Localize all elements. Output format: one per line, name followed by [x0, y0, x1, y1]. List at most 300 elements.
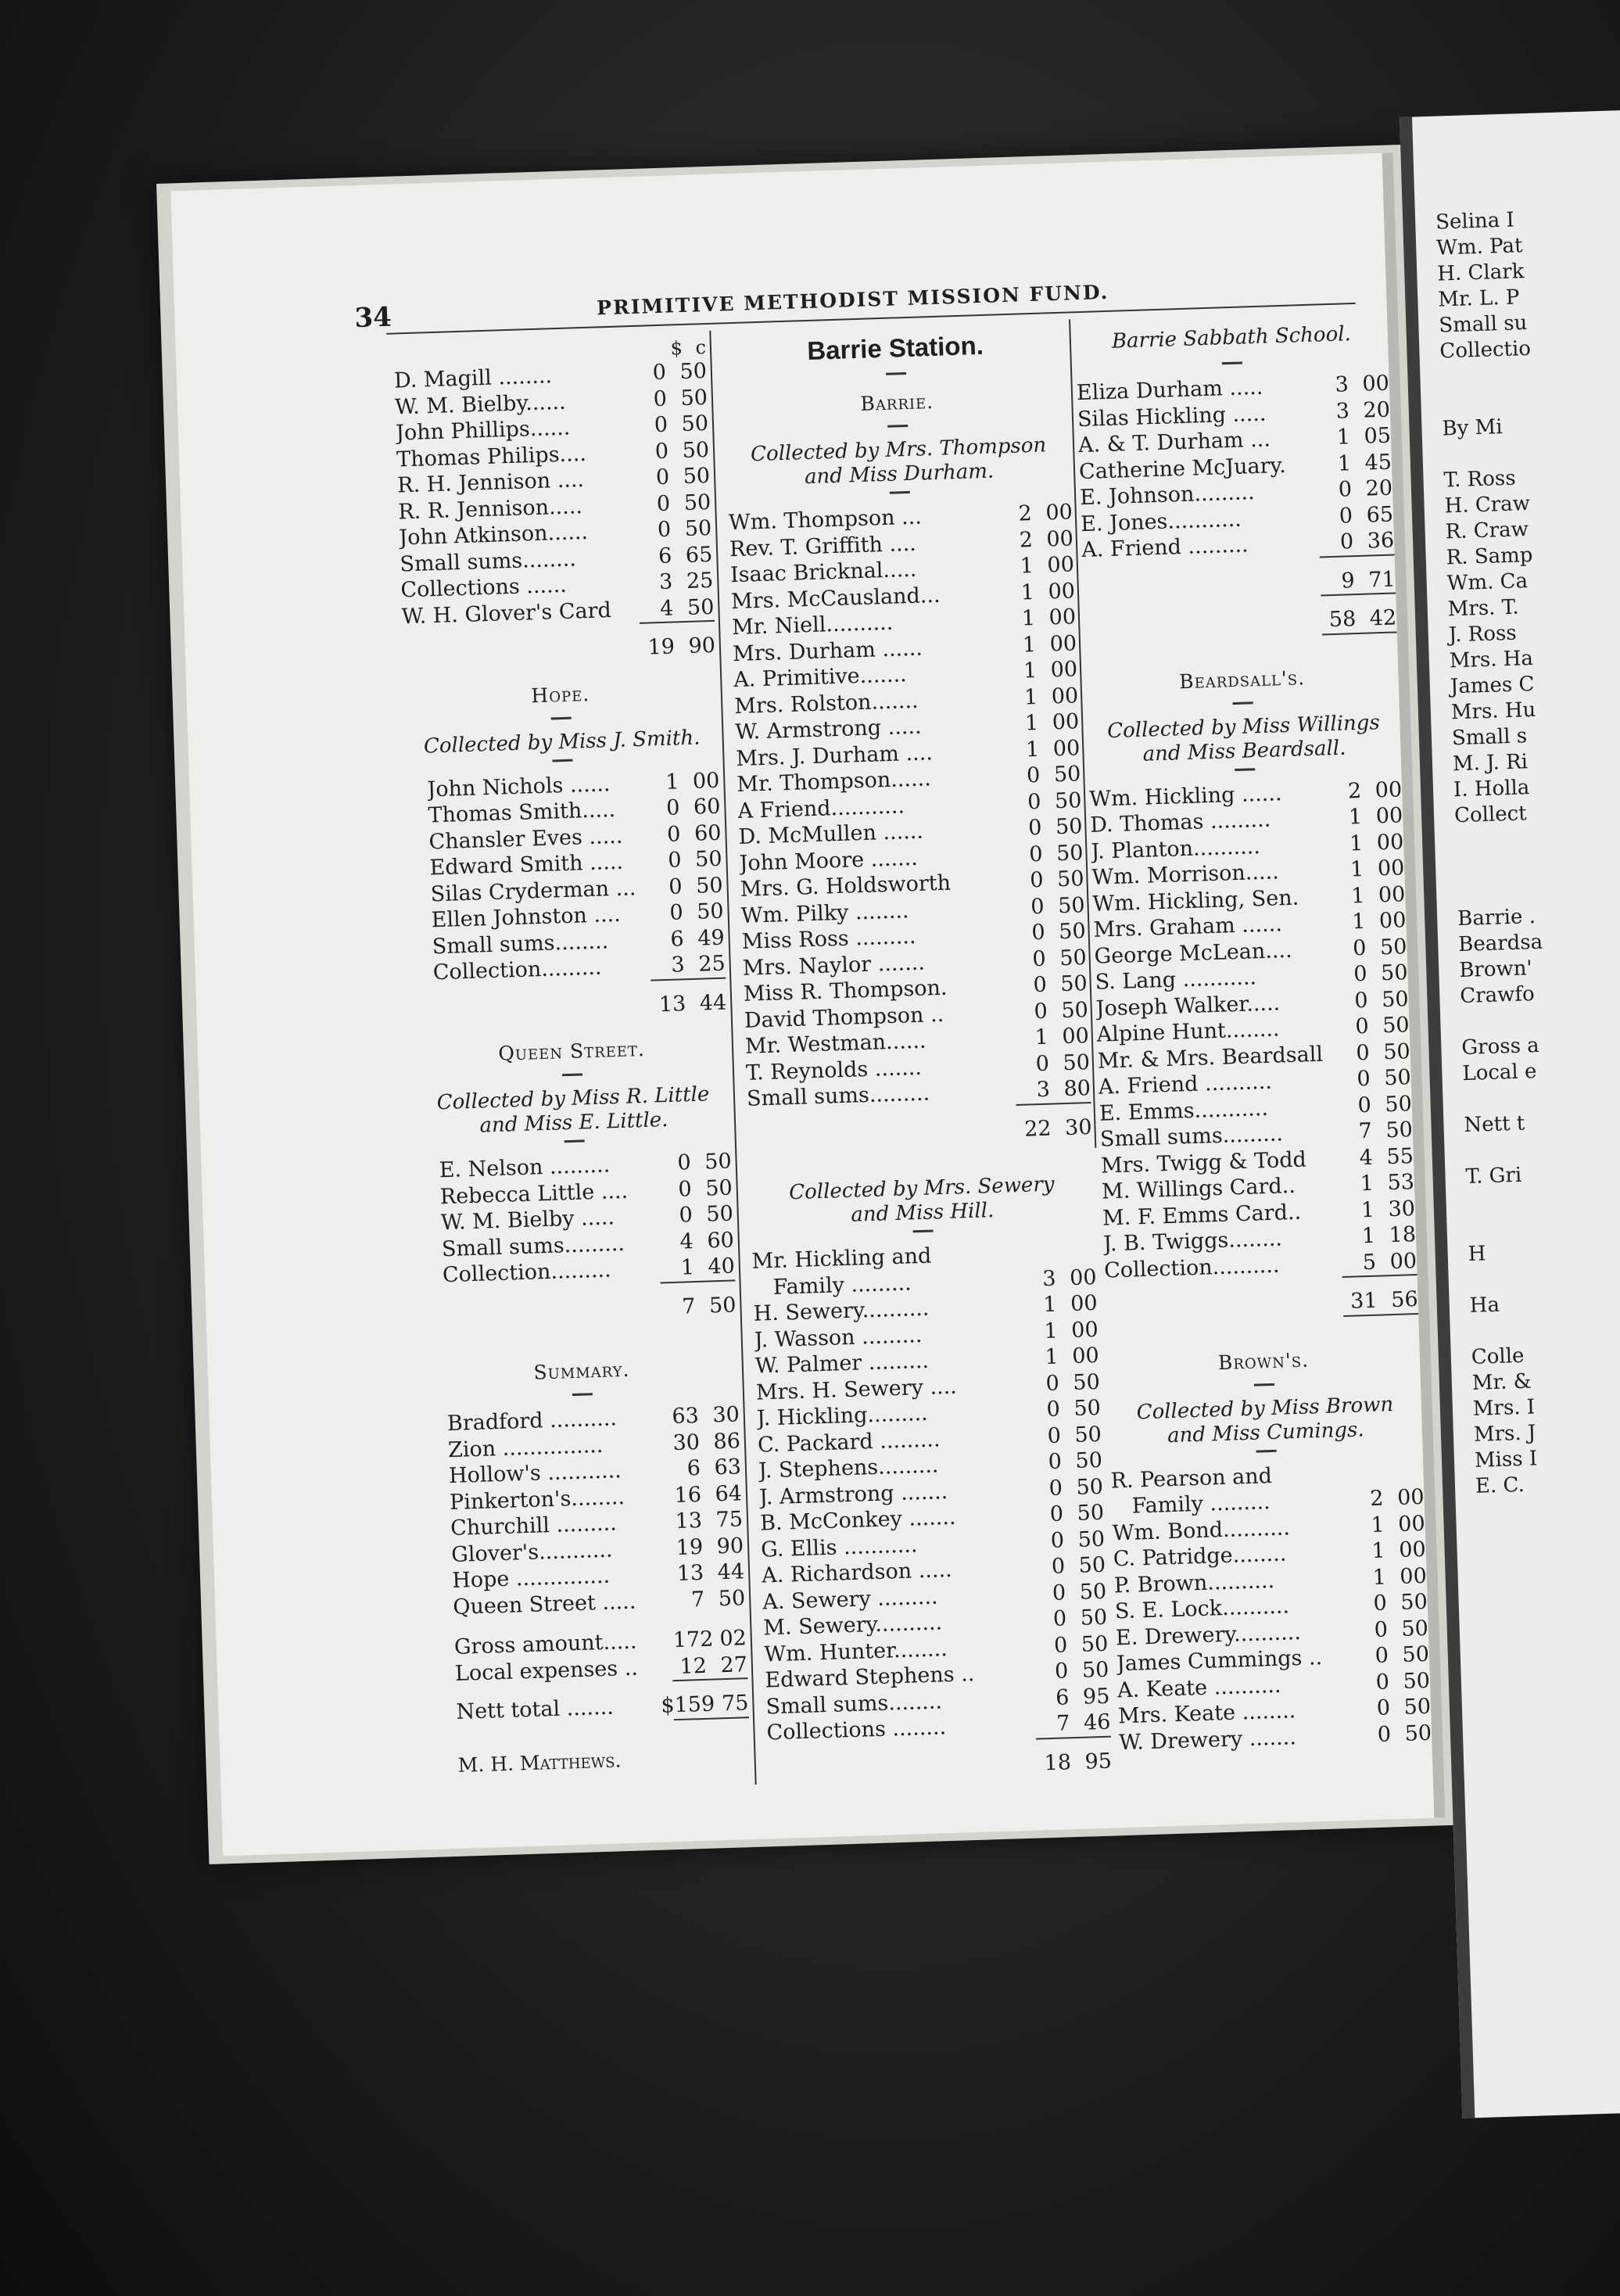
amount-cents: 40 [708, 1254, 736, 1279]
amount-dollars: 0 [668, 900, 684, 925]
amount-cents: 50 [1382, 1013, 1410, 1039]
contributor-name: Mrs. Naylor ....... [742, 950, 926, 981]
amount-dollars: 1 [1022, 632, 1037, 657]
right-page-line: Collectio [1439, 336, 1532, 364]
amount-dollars: 1 [1024, 710, 1039, 736]
sabbath-school-title: Barrie Sabbath School. [1111, 322, 1352, 353]
amount-dollars: 0 [1053, 1632, 1068, 1658]
contributor-name: M. F. Emms Card.. [1102, 1200, 1302, 1231]
amount-cents: 50 [1380, 960, 1408, 986]
amount-dollars: 1 [1360, 1171, 1374, 1196]
amount-dollars: 0 [1374, 1616, 1389, 1642]
amount-cents: 75 [715, 1507, 744, 1533]
right-page-line: Barrie . [1457, 905, 1536, 931]
amount-dollars: 0 [1376, 1695, 1391, 1720]
amount-dollars: 1 [1337, 450, 1352, 476]
amount-cents: 50 [686, 594, 715, 620]
amount-dollars: 1 [1020, 554, 1034, 579]
amount-cents: 50 [1059, 945, 1088, 970]
amount-dollars: 6 [669, 926, 685, 952]
amount-cents: 95 [1082, 1684, 1110, 1709]
contributor-name: A. Keate .......... [1116, 1673, 1281, 1702]
amount-cents: 50 [696, 899, 725, 924]
amount-dollars: 0 [1339, 529, 1354, 554]
amount-cents: 50 [1076, 1474, 1104, 1500]
amount-dollars: 1 [1351, 909, 1366, 935]
amount-cents: 25 [686, 568, 714, 594]
amount-dollars: 0 [1026, 762, 1041, 788]
sewery-first-entry: Family ......... 3 00 [772, 1265, 1097, 1300]
amount-dollars: 2 [1019, 527, 1034, 553]
amount-dollars: 1 [1361, 1223, 1376, 1249]
hope-collector: Collected by Miss J. Smith. [423, 726, 701, 759]
right-page-line: T. Ross [1443, 466, 1517, 493]
amount-cents: 50 [1081, 1631, 1109, 1657]
amount-cents: 50 [1073, 1422, 1102, 1448]
contributor-name: Edward Stephens .. [765, 1662, 975, 1693]
amount-dollars: 0 [1339, 503, 1353, 529]
browns-title: Brown's. [1217, 1347, 1310, 1374]
contributor-name: Alpine Hunt........ [1096, 1017, 1280, 1047]
amount-cents: 50 [1403, 1694, 1432, 1720]
amount-dollars: 3 [658, 569, 673, 595]
amount-cents: 50 [683, 463, 711, 490]
contributor-name: A. Friend .......... [1098, 1069, 1273, 1100]
amount-cents: 50 [704, 1175, 733, 1201]
beardsall-title: Beardsall's. [1178, 665, 1306, 693]
amount-cents: 53 [1387, 1170, 1415, 1196]
queen-collector-1: Collected by Miss R. Little [436, 1082, 710, 1115]
amount-cents: 90 [716, 1533, 744, 1559]
right-page-line [1456, 852, 1548, 881]
contributor-name: Zion ............... [447, 1433, 604, 1462]
amount-dollars: 0 [654, 412, 668, 438]
contributor-name: Small sums......... [441, 1231, 625, 1261]
contributor-name: B. McConkey ....... [759, 1505, 956, 1536]
contributor-name: C. Packard ......... [757, 1426, 941, 1458]
right-page-line: By Mi [1442, 415, 1503, 441]
beardsall-collector-1: Collected by Miss Willings [1106, 710, 1381, 743]
amount-dollars: 1 [1045, 1344, 1059, 1370]
amount-cents: 63 [714, 1455, 742, 1480]
contributor-name: Collections ........ [766, 1715, 947, 1745]
amount-cents: 50 [1404, 1720, 1432, 1746]
barrie-grand-total: 58 42 [1328, 605, 1397, 633]
amount-cents: 18 [1389, 1222, 1417, 1248]
amount-dollars: 0 [1048, 1449, 1063, 1474]
amount-cents: 50 [1384, 1091, 1413, 1117]
page-number: 34 [353, 301, 392, 335]
contributor-name: Collection......... [442, 1257, 612, 1288]
amount-dollars: 0 [1029, 867, 1045, 893]
right-page-line [1443, 439, 1535, 468]
contributor-name: John Nichols ...... [427, 771, 611, 802]
amount-dollars: 0 [668, 874, 683, 899]
brown-first-entry: Family ......... 2 00 [1131, 1484, 1425, 1519]
amount-dollars: 0 [1338, 477, 1353, 502]
amount-dollars: 1 [1348, 804, 1363, 830]
right-page-line [1463, 1084, 1555, 1113]
amount-dollars: 1 [1042, 1292, 1058, 1318]
amount-cents: 65 [1366, 502, 1394, 528]
right-page-line: Small s [1451, 724, 1528, 751]
amount-cents: 60 [693, 794, 721, 820]
amount-cents: 50 [1081, 1657, 1109, 1683]
book-spread [156, 145, 1460, 1864]
amount-cents: 00 [1052, 709, 1080, 735]
amount-dollars: 1 [1372, 1564, 1387, 1590]
contributor-name: D. Magill ........ [393, 364, 553, 393]
amount-dollars: 1 [1349, 831, 1364, 856]
right-page-line: J. Ross [1448, 621, 1518, 648]
amount-dollars: 0 [1352, 935, 1367, 960]
right-page-line: Small su [1438, 311, 1528, 338]
contributor-name: Churchill ......... [450, 1511, 618, 1541]
contributor-name: Catherine McJuary. [1078, 453, 1287, 484]
right-page-line [1466, 1187, 1558, 1216]
amount-cents: 00 [1389, 1248, 1418, 1274]
contributor-name: A. Sewery ......... [762, 1584, 938, 1615]
nett-total: Nett total ....... $159 75 [456, 1691, 749, 1724]
amount-dollars: 16 [674, 1482, 702, 1508]
contributor-name: George McLean.... [1094, 938, 1293, 969]
amount-cents: 50 [1053, 762, 1081, 787]
amount-dollars: 4 [659, 596, 674, 621]
right-page-line: Crawfo [1459, 982, 1536, 1009]
contributor-name: Collections ...... [400, 572, 568, 603]
contributor-name: Mr. Westman...... [744, 1028, 926, 1059]
amount-cents: 50 [1060, 997, 1089, 1023]
summary-title: Summary. [533, 1358, 630, 1384]
amount-cents: 50 [1055, 814, 1083, 840]
amount-cents: 00 [1378, 881, 1406, 907]
amount-dollars: 3 [1335, 372, 1349, 397]
contributor-name: Edward Smith ..... [429, 849, 624, 881]
right-page-line [1468, 1265, 1561, 1293]
amount-dollars: 1 [1370, 1512, 1385, 1537]
contributor-name: Small sums......... [746, 1081, 930, 1111]
contributor-name: Mr. Thompson...... [737, 766, 932, 798]
beardsall-total: 31 56 [1349, 1287, 1419, 1314]
amount-dollars: 6 [686, 1455, 701, 1481]
queen-street-total: 7 50 [681, 1292, 737, 1319]
contributor-name: John Phillips...... [395, 415, 571, 446]
right-page-line: M. J. Ri [1452, 750, 1529, 777]
amount-cents: 50 [705, 1201, 734, 1227]
amount-cents: 00 [1070, 1290, 1099, 1316]
amount-dollars: 0 [1028, 841, 1043, 866]
right-page-line: Mrs. Ha [1449, 646, 1534, 673]
contributor-name: John Moore ....... [739, 845, 919, 876]
right-page-line: Wm. Ca [1446, 569, 1529, 596]
contributor-name: Joseph Walker..... [1095, 990, 1281, 1021]
amount-dollars: 1 [1371, 1538, 1386, 1564]
amount-dollars: 3 [1335, 398, 1350, 424]
barrie-title: Barrie. [859, 389, 934, 415]
amount-cents: 50 [1078, 1552, 1106, 1578]
right-page-line: Beardsa [1457, 930, 1543, 957]
contributor-name: Glover's........... [450, 1537, 613, 1567]
contributor-name: Ellen Johnston .... [431, 902, 622, 933]
amount-cents: 55 [1386, 1143, 1414, 1169]
amount-dollars: 0 [1027, 815, 1042, 841]
amount-cents: 00 [1051, 683, 1079, 709]
signature: M. H. Matthews. [457, 1748, 622, 1777]
contributor-name: D. McMullen ...... [738, 819, 924, 850]
summary-entries [426, 1401, 745, 1620]
contributor-name: Small sums........ [399, 546, 577, 576]
hope-total: 13 44 [658, 990, 727, 1017]
amount-dollars: 0 [655, 465, 670, 490]
amount-cents: 50 [680, 385, 708, 411]
amount-dollars: 0 [1030, 920, 1046, 945]
right-page-line: Wm. Pat [1435, 234, 1523, 260]
contributor-name: Miss R. Thompson. [743, 975, 948, 1006]
amount-dollars: 0 [1377, 1721, 1392, 1747]
amount-dollars: 0 [1034, 999, 1048, 1024]
contributor-name: Silas Hickling ..... [1077, 401, 1267, 432]
amount-cents: 46 [1083, 1709, 1111, 1735]
amount-cents: 36 [1367, 528, 1395, 554]
contributor-name: R. R. Jennison..... [397, 493, 583, 524]
top-entries [394, 358, 715, 630]
amount-dollars: 0 [1052, 1606, 1067, 1631]
contributor-name: Queen Street ..... [452, 1589, 636, 1620]
right-page-line [1461, 1006, 1553, 1035]
amount-cents: 50 [1080, 1605, 1108, 1631]
right-page-line: Mrs. I [1472, 1395, 1536, 1421]
right-page-line: Mrs. Hu [1450, 698, 1536, 725]
amount-dollars: 1 [680, 1255, 695, 1280]
contributor-name: A Friend........... [737, 793, 905, 823]
amount-dollars: 30 [672, 1430, 701, 1455]
amount-cents: 05 [1364, 423, 1392, 449]
contributor-name: Rebecca Little .... [439, 1178, 629, 1209]
sewery-entries [753, 1290, 1111, 1746]
contributor-name: J. Stephens......... [758, 1453, 939, 1483]
right-page-line [1464, 1135, 1557, 1164]
amount-dollars: 0 [1353, 961, 1367, 987]
right-page-line: H. Clark [1436, 260, 1525, 286]
amount-cents: 50 [682, 437, 710, 463]
amount-dollars: 0 [1054, 1659, 1069, 1684]
contributor-name: Isaac Bricknal..... [729, 557, 917, 588]
barrie-collector-1: Collected by Mrs. Thompson [750, 433, 1047, 467]
running-head: PRIMITIVE METHODIST MISSION FUND. [596, 280, 1109, 320]
amount-cents: 00 [1375, 803, 1403, 829]
contributor-name: Hollow's ........... [448, 1458, 622, 1489]
contributor-name: Mr. & Mrs. Beardsall [1097, 1042, 1324, 1074]
amount-cents: 00 [1071, 1343, 1100, 1369]
contributor-name: Mrs. Twigg & Todd [1100, 1146, 1307, 1178]
contributor-name: J. Wasson ......... [754, 1322, 923, 1353]
amount-cents: 00 [1047, 552, 1075, 578]
amount-dollars: 4 [1359, 1145, 1374, 1170]
amount-dollars: 0 [1355, 1040, 1371, 1065]
amount-cents: 50 [1077, 1526, 1106, 1552]
amount-dollars: 0 [1051, 1554, 1066, 1579]
contributor-name: M. Willings Card.. [1101, 1173, 1296, 1204]
contributor-name: W. M. Bielby ..... [440, 1205, 615, 1236]
right-page-line [1440, 362, 1532, 391]
amount-dollars: 1 [1043, 1318, 1059, 1344]
right-page-line: T. Gri [1465, 1163, 1522, 1189]
contributor-name: S. E. Lock.......... [1114, 1594, 1290, 1624]
queen-collector-2: and Miss E. Little. [479, 1108, 668, 1138]
amount-cents: 86 [713, 1428, 741, 1454]
amount-cents: 00 [1378, 908, 1407, 934]
amount-dollars: 1 [1350, 883, 1365, 908]
brown-entries [1112, 1510, 1432, 1756]
amount-dollars: 0 [676, 1150, 692, 1175]
amount-dollars: 0 [1374, 1643, 1389, 1668]
amount-cents: 50 [1073, 1395, 1102, 1421]
right-page-line: H [1468, 1242, 1486, 1266]
right-page-line: H. Craw [1444, 492, 1531, 518]
amount-cents: 00 [1397, 1511, 1426, 1537]
amount-dollars: 0 [667, 848, 682, 873]
amount-dollars: 7 [1056, 1711, 1070, 1736]
contributor-name: Mr. Niell.......... [731, 610, 894, 640]
amount-dollars: 0 [679, 1203, 694, 1228]
amount-cents: 50 [1056, 866, 1084, 892]
amount-cents: 50 [1400, 1616, 1429, 1641]
contributor-name: Small sums........ [432, 928, 609, 959]
sabbath-school-entries [1076, 371, 1394, 564]
contributor-name: Wm. Bond.......... [1112, 1515, 1291, 1545]
right-page-line [1467, 1213, 1559, 1242]
hope-entries [407, 767, 726, 986]
contributor-name: W. Armstrong ..... [734, 714, 923, 745]
amount-cents: 00 [1398, 1537, 1427, 1562]
contributor-name: W. Drewery ....... [1118, 1724, 1297, 1755]
amount-dollars: 7 [1358, 1118, 1373, 1144]
amount-cents: 50 [1058, 919, 1087, 945]
amount-cents: 50 [1402, 1641, 1430, 1667]
contributor-name: Small sums......... [1099, 1121, 1284, 1152]
contributor-name: Rev. T. Griffith .... [729, 531, 917, 561]
amount-cents: 49 [697, 925, 726, 951]
contributor-name: Mrs. Durham ...... [732, 636, 923, 666]
local-expenses: Local expenses .. 12 27 [454, 1652, 748, 1686]
amount-dollars: 4 [679, 1229, 694, 1254]
amount-cents: 80 [1063, 1076, 1091, 1102]
contributor-name: J. B. Twiggs........ [1102, 1226, 1283, 1257]
amount-cents: 00 [1045, 526, 1074, 551]
right-page-line: Mrs. T. [1447, 595, 1519, 622]
amount-dollars: 0 [1032, 946, 1047, 971]
right-page-line: Mr. L. P [1437, 285, 1520, 312]
amount-dollars: 1 [1349, 856, 1364, 882]
right-page-line: I. Holla [1453, 776, 1530, 802]
amount-cents: 50 [683, 490, 711, 515]
contributor-name: E. Johnson......... [1079, 480, 1256, 511]
amount-cents: 50 [1075, 1448, 1103, 1473]
contributor-name: David Thompson .. [744, 1002, 944, 1033]
amount-cents: 50 [681, 411, 709, 437]
queen-street-entries [418, 1149, 735, 1290]
contributor-name: R. H. Jennison .... [396, 468, 585, 498]
contributor-name: P. Brown.......... [1113, 1568, 1275, 1598]
amount-cents: 00 [1050, 657, 1078, 683]
amount-cents: 00 [1052, 735, 1081, 761]
contributor-name: Small sums........ [765, 1688, 943, 1719]
right-page-line: Ha [1469, 1293, 1500, 1318]
amount-dollars: 2 [1018, 501, 1033, 526]
amount-dollars: 19 [676, 1534, 704, 1560]
amount-cents: 50 [1381, 986, 1410, 1012]
contributor-name: Miss Ross ......... [741, 924, 916, 954]
amount-cents: 50 [1072, 1369, 1101, 1395]
amount-dollars: 6 [1055, 1684, 1070, 1710]
queen-street-title: Queen Street. [497, 1037, 646, 1065]
contributor-name: John Atkinson...... [398, 519, 589, 551]
contributor-name: C. Patridge........ [1113, 1541, 1287, 1572]
column-2 [722, 324, 1112, 1785]
amount-cents: 00 [1377, 856, 1405, 881]
amount-dollars: 0 [1357, 1066, 1371, 1092]
column-3 [1074, 314, 1432, 1756]
amount-dollars: 63 [672, 1403, 700, 1430]
amount-dollars: 0 [1048, 1475, 1063, 1501]
left-page [170, 152, 1445, 1856]
amount-dollars: 0 [653, 386, 668, 411]
contributor-name: J. Hickling......... [756, 1401, 929, 1431]
contributor-name: M. Sewery.......... [762, 1610, 943, 1641]
amount-cents: 50 [1382, 1039, 1411, 1064]
sewery-collector-1: Collected by Mrs. Sewery [788, 1172, 1055, 1205]
amount-cents: 00 [1376, 829, 1404, 855]
contributor-name: James Cummings .. [1116, 1645, 1323, 1677]
right-page-line: E. C. [1475, 1473, 1525, 1498]
amount-cents: 00 [1045, 500, 1073, 526]
amount-cents: 60 [694, 820, 722, 846]
amount-cents: 50 [1077, 1500, 1105, 1526]
amount-cents: 50 [1079, 1579, 1107, 1605]
amount-cents: 50 [1383, 1065, 1412, 1091]
amount-dollars: 0 [1033, 972, 1048, 998]
amount-cents: 64 [715, 1480, 743, 1506]
amount-cents: 50 [1385, 1118, 1414, 1143]
amount-dollars: 1 [1023, 658, 1038, 683]
amount-dollars: 2 [1347, 778, 1362, 804]
beardsall-entries [1089, 777, 1418, 1284]
contributor-name: Mrs. Keate ........ [1117, 1699, 1296, 1729]
barrie-collector-2: and Miss Durham. [804, 459, 995, 490]
amount-dollars: 0 [652, 360, 667, 386]
amount-cents: 20 [1365, 475, 1393, 501]
amount-dollars: 0 [1035, 1051, 1050, 1076]
sewery-total: 18 95 [1044, 1749, 1113, 1775]
amount-cents: 00 [692, 768, 720, 794]
contributor-name: G. Ellis ........... [760, 1532, 918, 1562]
amount-dollars: 5 [1362, 1250, 1377, 1275]
amount-cents: 00 [1361, 371, 1390, 396]
contributor-name: Hope .............. [451, 1563, 611, 1593]
right-page-line: Mrs. J [1473, 1421, 1536, 1447]
contributor-name: Thomas Philips.... [396, 441, 587, 472]
amount-dollars: 1 [665, 769, 679, 795]
amount-dollars: 0 [654, 439, 669, 464]
amount-cents: 00 [1070, 1317, 1099, 1343]
contributor-name: Mrs. Rolston....... [733, 688, 919, 719]
contributor-name: Mrs. H. Sewery .... [755, 1374, 958, 1405]
contributor-name: Chansler Eves ..... [428, 823, 623, 854]
contributor-name: Thomas Smith..... [428, 797, 616, 828]
amount-dollars: 3 [1036, 1077, 1051, 1103]
amount-dollars: 1 [1034, 1024, 1049, 1050]
amount-dollars: 0 [678, 1176, 693, 1202]
